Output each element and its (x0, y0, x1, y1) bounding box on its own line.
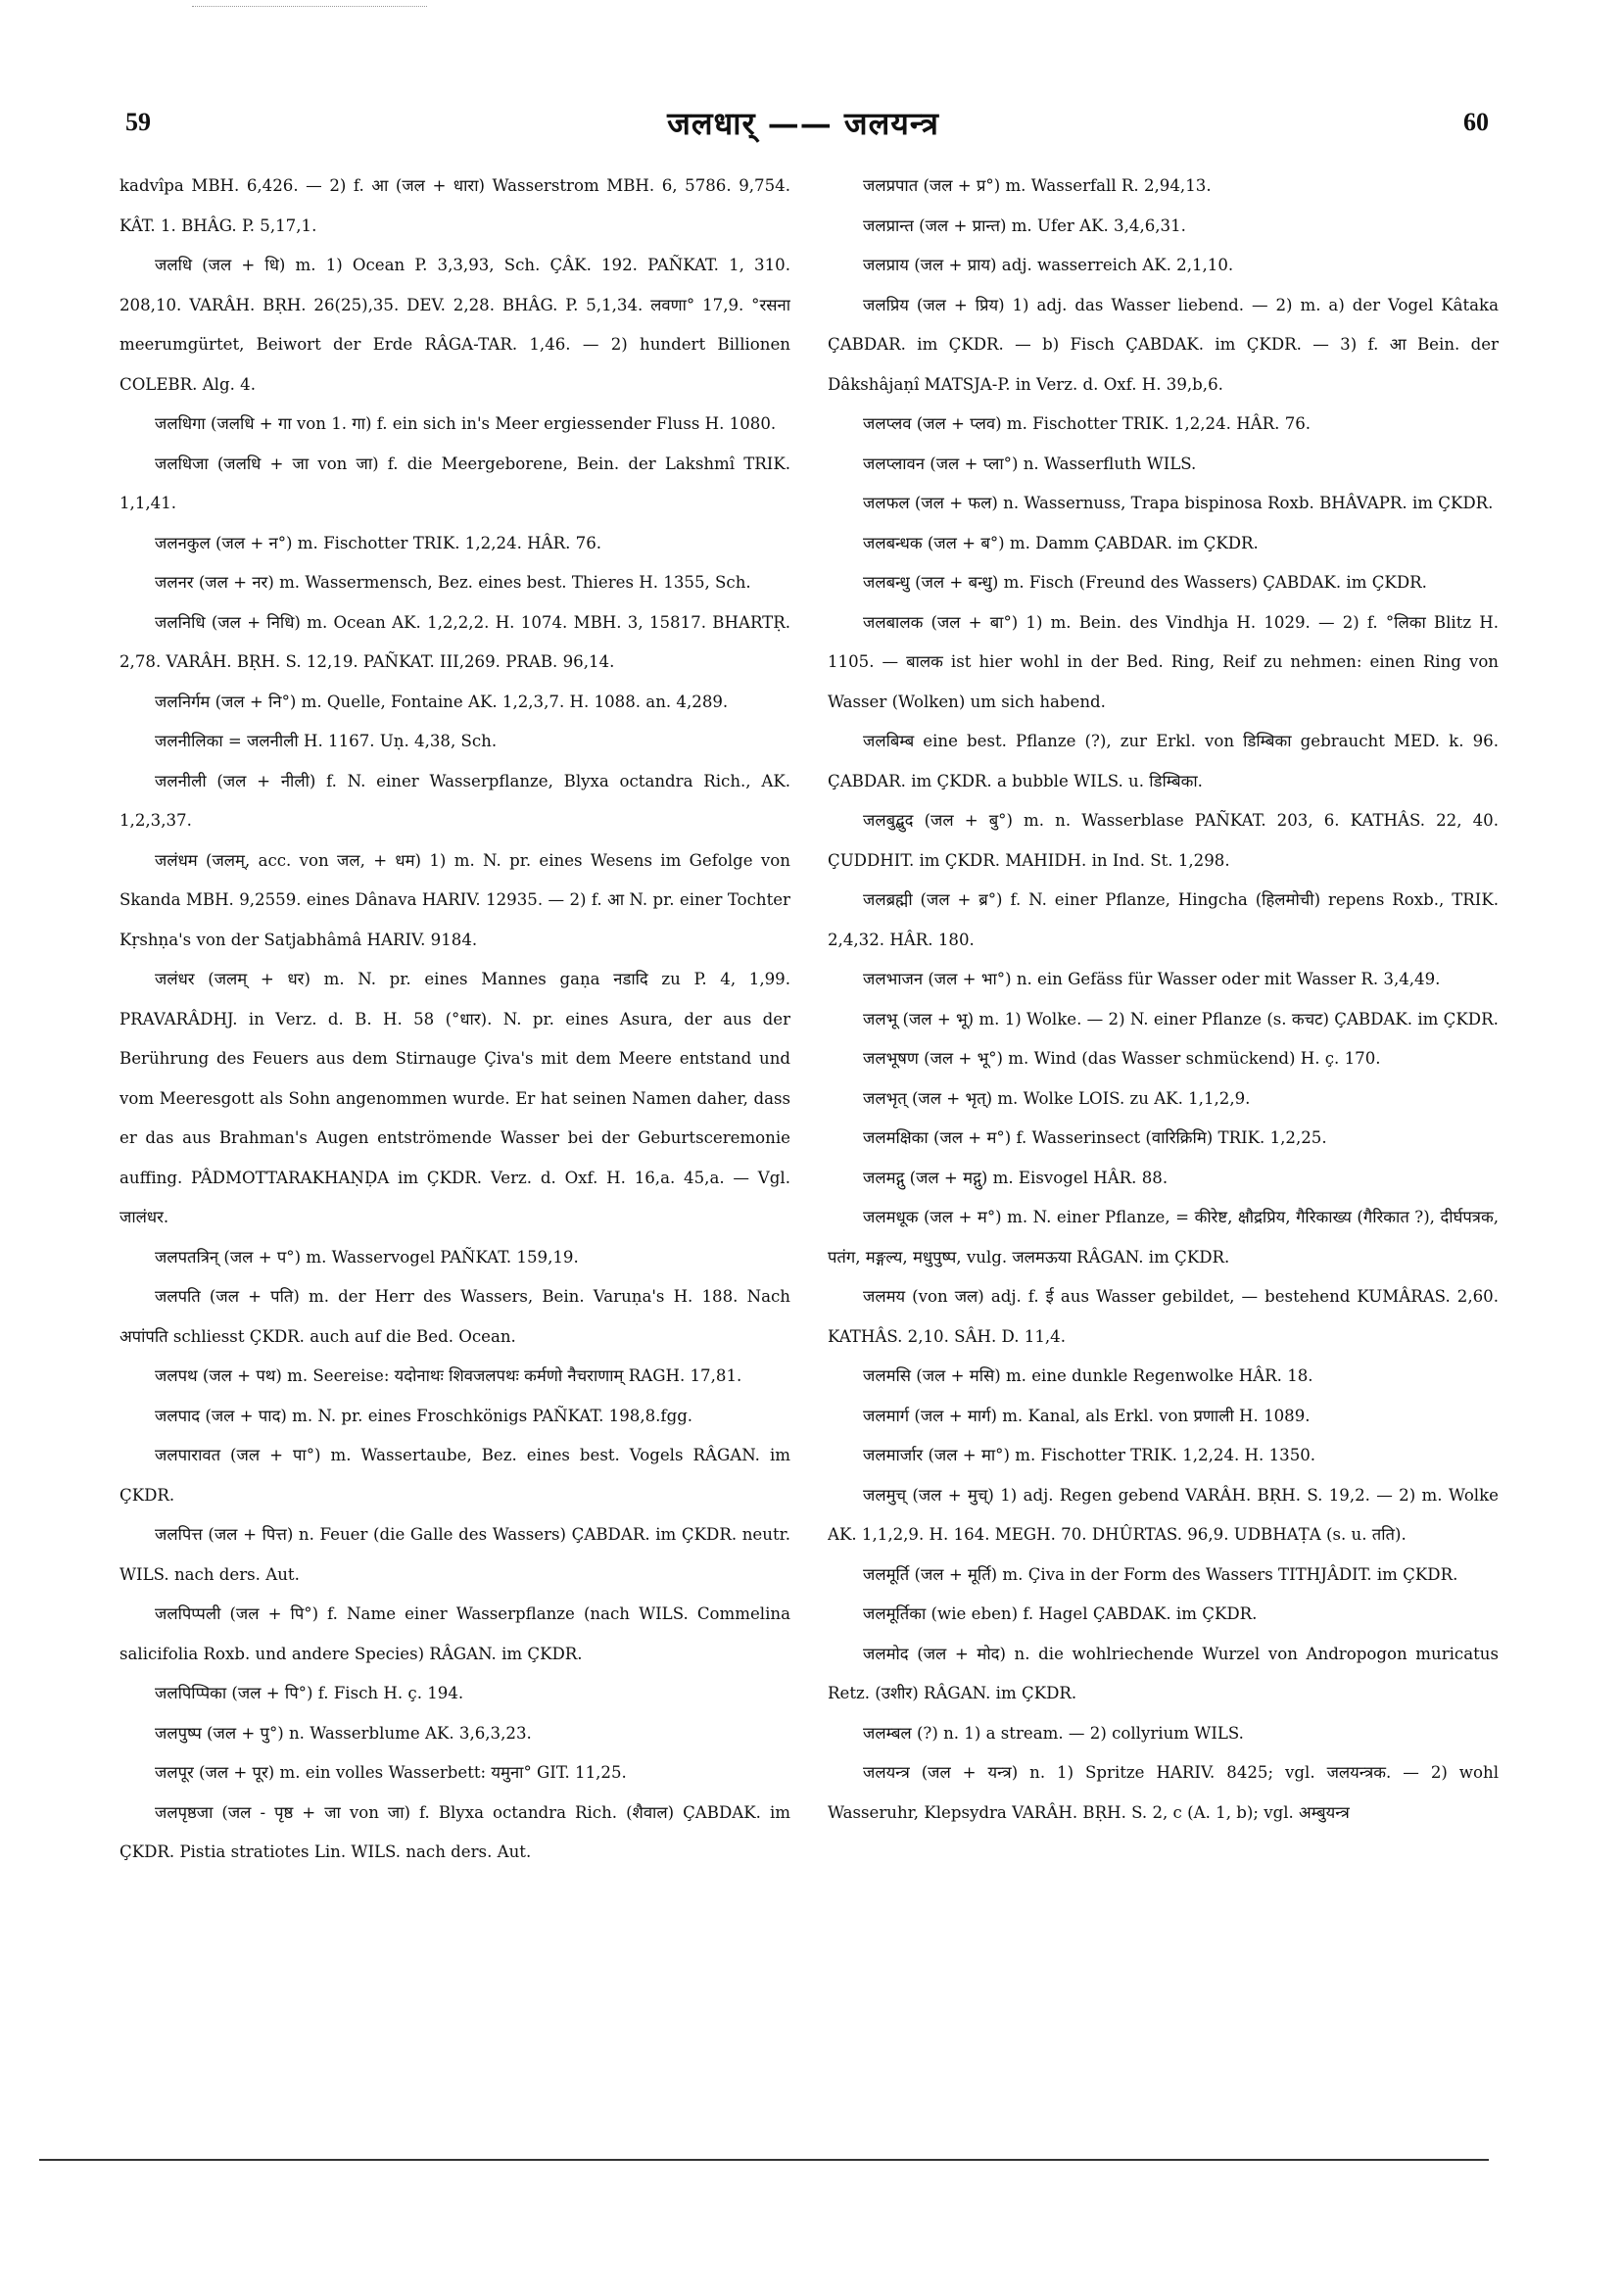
dictionary-entry: kadvîpa MBH. 6,426. — 2) f. आ (जल + धारा) Wasserstrom MBH. 6, 5786. 9,754. KÂT. 1. BHÂG. P. 5,17,1. (119, 176, 790, 235)
dictionary-entry: जलनिधि (जल + निधि) m. Ocean AK. 1,2,2,2. H. 1074. MBH. 3, 15817. BHARTṚ. 2,78. VARÂH. BṚH. S. 12,19. PAÑKAT. III,269. PRAB. 96,14. (119, 612, 790, 671)
dictionary-entry: जलपूर (जल + पूर) m. ein volles Wasserbett: यमुना° GIT. 11,25. (155, 1763, 627, 1782)
dictionary-entry: जलभूषण (जल + भू°) m. Wind (das Wasser schmückend) H. ç. 170. (863, 1049, 1381, 1068)
dictionary-entry: जलमय (von जल) adj. f. ई aus Wasser gebildet, — bestehend KUMÂRAS. 2,60. KATHÂS. 2,10. SÂH. D. 11,4. (828, 1287, 1499, 1346)
dictionary-entry: जलम्बल (?) n. 1) a stream. — 2) collyrium WILS. (863, 1723, 1244, 1743)
dictionary-entry: जलपित्त (जल + पित्त) n. Feuer (die Galle des Wassers) ÇABDAR. im ÇKDR. neutr. WILS. nach ders. Aut. (119, 1525, 790, 1584)
dictionary-entry: जलपिप्पिका (जल + पि°) f. Fisch H. ç. 194. (155, 1684, 464, 1702)
right-column (828, 167, 1499, 1959)
dictionary-entry: जलनर (जल + नर) m. Wassermensch, Bez. eines best. Thieres H. 1355, Sch. (155, 573, 751, 592)
dictionary-entry: जलप्रिय (जल + प्रिय) 1) adj. das Wasser liebend. — 2) m. a) der Vogel Kâtaka ÇABDAR. im ÇKDR. — b) Fisch ÇABDAK. im ÇKDR. — 3) f. आ Bein. der Dâkshâjaṇî MATSJA-P. in Verz. d. Oxf. H. 39,b,6. (828, 295, 1499, 394)
dictionary-entry: जलमसि (जल + मसि) m. eine dunkle Regenwolke HÂR. 18. (863, 1366, 1313, 1385)
dictionary-entry: जलप्रान्त (जल + प्रान्त) m. Ufer AK. 3,4,6,31. (863, 215, 1186, 235)
dictionary-entry: जलमोद (जल + मोद) n. die wohlriechende Wurzel von Andropogon muricatus Retz. (उशीर) RÂGAN. im ÇKDR. (828, 1644, 1499, 1702)
dictionary-entry: जलब्रह्मी (जल + ब्र°) f. N. einer Pflanze, Hingcha (हिलमोची) repens Roxb., TRIK. 2,4,32. HÂR. 180. (828, 890, 1499, 949)
dictionary-entry: जलमार्जार (जल + मा°) m. Fischotter TRIK. 1,2,24. H. 1350. (863, 1446, 1316, 1464)
dictionary-entry: जलबालक (जल + बा°) 1) m. Bein. des Vindhja H. 1029. — 2) f. °लिका Blitz H. 1105. — बालक ist hier wohl in der Bed. Ring, Reif zu nehmen: einen Ring von Wasser (Wolken) um sich habend. (828, 612, 1499, 711)
dictionary-entry: जलपतत्रिन् (जल + प°) m. Wasservogel PAÑKAT. 159,19. (155, 1247, 579, 1267)
dictionary-entry: जलपृष्ठजा (जल - पृष्ठ + जा von जा) f. Blyxa octandra Rich. (शैवाल) ÇABDAK. im ÇKDR. Pistia stratiotes Lin. WILS. nach ders. Aut. (119, 1802, 790, 1861)
dictionary-entry: जलधि (जल + धि) m. 1) Ocean P. 3,3,93, Sch. ÇÂK. 192. PAÑKAT. 1, 310. 208,10. VARÂH. BṚH. 26(25),35. DEV. 2,28. BHÂG. P. 5,1,34. लवणा° 17,9. °रसना meerumgürtet, Beiwort der Erde RÂGA-TAR. 1,46. — 2) hundert Billionen COLEBR. Alg. 4. (119, 256, 790, 394)
dictionary-entry: जलमार्ग (जल + मार्ग) m. Kanal, als Erkl. von प्रणाली H. 1089. (863, 1406, 1311, 1425)
dictionary-entry: जलभू (जल + भू) m. 1) Wolke. — 2) N. einer Pflanze (s. कचट) ÇABDAK. im ÇKDR. (863, 1009, 1499, 1028)
dictionary-entry: जलपारावत (जल + पा°) m. Wassertaube, Bez. eines best. Vogels RÂGAN. im ÇKDR. (119, 1446, 790, 1505)
dictionary-entry: जलधिगा (जलधि + गा von 1. गा) f. ein sich in's Meer ergiessender Fluss H. 1080. (155, 414, 777, 433)
running-head: जलधार् —— जलयन्त्र (667, 105, 939, 142)
dictionary-entry: जलप्राय (जल + प्राय) adj. wasserreich AK. 2,1,10. (863, 256, 1234, 274)
dictionary-entry: जलधिजा (जलधि + जा von जा) f. die Meergeborene, Bein. der Lakshmî TRIK. 1,1,41. (119, 454, 790, 512)
page-header (118, 98, 1489, 157)
dictionary-entry: जलप्लव (जल + प्लव) m. Fischotter TRIK. 1,2,24. HÂR. 76. (863, 414, 1312, 433)
dictionary-entry: जलप्लावन (जल + प्ला°) n. Wasserfluth WILS. (863, 454, 1197, 473)
dictionary-entry: जलपथ (जल + पथ) m. Seereise: यदोनाथः शिवजलपथः कर्मणो नैचराणाम् RAGH. 17,81. (155, 1366, 742, 1385)
dictionary-entry: जलपाद (जल + पाद) m. N. pr. eines Froschkönigs PAÑKAT. 198,8.fgg. (155, 1406, 693, 1425)
dictionary-columns (119, 167, 1499, 1959)
dictionary-entry: जलभृत् (जल + भृत्) m. Wolke LOIS. zu AK. 1,1,2,9. (863, 1088, 1251, 1108)
dictionary-entry: जलमूर्ति (जल + मूर्ति) m. Çiva in der Form des Wassers TITHJÂDIT. im ÇKDR. (863, 1564, 1458, 1584)
dictionary-entry: जलंधर (जलम् + धर) m. N. pr. eines Mannes gaṇa नडादि zu P. 4, 1,99. PRAVARÂDHJ. in Verz. d. B. H. 58 (°धार). N. pr. eines Asura, der aus der Berührung des Feuers aus dem Stirnauge Çiva's mit dem Meere entstand und vom Meeresgott als Sohn angenommen wurde. Er hat seinen Namen daher, dass er das aus Brahman's Augen entströmende Wasser bei der Geburtsceremonie auffing. PÂDMOTTARAKHAṆḌA im ÇKDR. Verz. d. Oxf. H. 16,a. 45,a. — Vgl. जालंधर. (119, 970, 790, 1226)
dictionary-entry: जलमक्षिका (जल + म°) f. Wasserinsect (वारिक्रिमि) TRIK. 1,2,25. (863, 1128, 1327, 1147)
dictionary-entry: जलबिम्ब eine best. Pflanze (?), zur Erkl. von डिम्बिका gebraucht MED. k. 96. ÇABDAR. im ÇKDR. a bubble WILS. u. डिम्बिका. (828, 732, 1499, 790)
dictionary-entry: जलबन्धु (जल + बन्धु) m. Fisch (Freund des Wassers) ÇABDAK. im ÇKDR. (863, 573, 1427, 592)
dictionary-entry: जलपुष्प (जल + पु°) n. Wasserblume AK. 3,6,3,23. (155, 1723, 532, 1743)
footer-rule (39, 2159, 1489, 2161)
dictionary-entry: जलनीली (जल + नीली) f. N. einer Wasserpflanze, Blyxa octandra Rich., AK. 1,2,3,37. (119, 771, 790, 830)
dictionary-entry: जलबन्धक (जल + ब°) m. Damm ÇABDAR. im ÇKDR. (863, 533, 1259, 552)
dictionary-entry: जलंधम (जलम्, acc. von जल, + धम) 1) m. N. pr. eines Wesens im Gefolge von Skanda MBH. 9,2559. eines Dânava HARIV. 12935. — 2) f. आ N. pr. einer Tochter Kṛshṇa's von der Satjabhâmâ HARIV. 9184. (119, 850, 790, 949)
page-number-right: 60 (1463, 108, 1489, 136)
dictionary-entry: जलबुद्बुद (जल + बु°) m. n. Wasserblase PAÑKAT. 203, 6. KATHÂS. 22, 40. ÇUDDHIT. im ÇKDR. MAHIDH. in Ind. St. 1,298. (828, 811, 1499, 870)
dictionary-entry: जलपति (जल + पति) m. der Herr des Wassers, Bein. Varuṇa's H. 188. Nach अपांपति schliesst ÇKDR. auch auf die Bed. Ocean. (119, 1287, 790, 1346)
dictionary-entry: जलनकुल (जल + न°) m. Fischotter TRIK. 1,2,24. HÂR. 76. (155, 533, 602, 552)
dictionary-entry: जलयन्त्र (जल + यन्त्र) n. 1) Spritze HARIV. 8425; vgl. जलयन्त्रक. — 2) wohl Wasseruhr, Klepsydra VARÂH. BṚH. S. 2, c (A. 1, b); vgl. अम्बुयन्त्र (828, 1763, 1499, 1822)
dictionary-entry: जलमुच् (जल + मुच्) 1) adj. Regen gebend VARÂH. BṚH. S. 19,2. — 2) m. Wolke AK. 1,1,2,9. H. 164. MEGH. 70. DHÛRTAS. 96,9. UDBHAṬA (s. u. तति). (828, 1485, 1499, 1544)
dictionary-entry: जलमद्गु (जल + मद्गु) m. Eisvogel HÂR. 88. (863, 1168, 1169, 1187)
dictionary-entry: जलपिप्पली (जल + पि°) f. Name einer Wasserpflanze (nach WILS. Commelina salicifolia Roxb. und andere Species) RÂGAN. im ÇKDR. (119, 1604, 790, 1663)
dictionary-entry: जलमधूक (जल + म°) m. N. einer Pflanze, = कीरेष्ट, क्षौद्रप्रिय, गैरिकाख्य (गैरिकात ?), दीर्घपत्रक, पतंग, मङ्गल्य, मधुपुष्प, vulg. जलमऊया RÂGAN. im ÇKDR. (828, 1208, 1499, 1267)
dictionary-entry: जलनिर्गम (जल + नि°) m. Quelle, Fontaine AK. 1,2,3,7. H. 1088. an. 4,289. (155, 692, 729, 711)
page-number-left: 59 (125, 108, 151, 136)
dictionary-entry: जलनीलिका = जलनीली H. 1167. Uṇ. 4,38, Sch. (155, 732, 498, 750)
scan-artifact (192, 6, 427, 10)
dictionary-entry: जलफल (जल + फल) n. Wassernuss, Trapa bispinosa Roxb. BHÂVAPR. im ÇKDR. (863, 494, 1494, 512)
dictionary-entry: जलभाजन (जल + भा°) n. ein Gefäss für Wasser oder mit Wasser R. 3,4,49. (863, 970, 1441, 988)
dictionary-entry: जलप्रपात (जल + प्र°) m. Wasserfall R. 2,94,13. (863, 176, 1212, 195)
left-column (119, 167, 790, 1959)
dictionary-entry: जलमूर्तिका (wie eben) f. Hagel ÇABDAK. im ÇKDR. (863, 1604, 1258, 1623)
